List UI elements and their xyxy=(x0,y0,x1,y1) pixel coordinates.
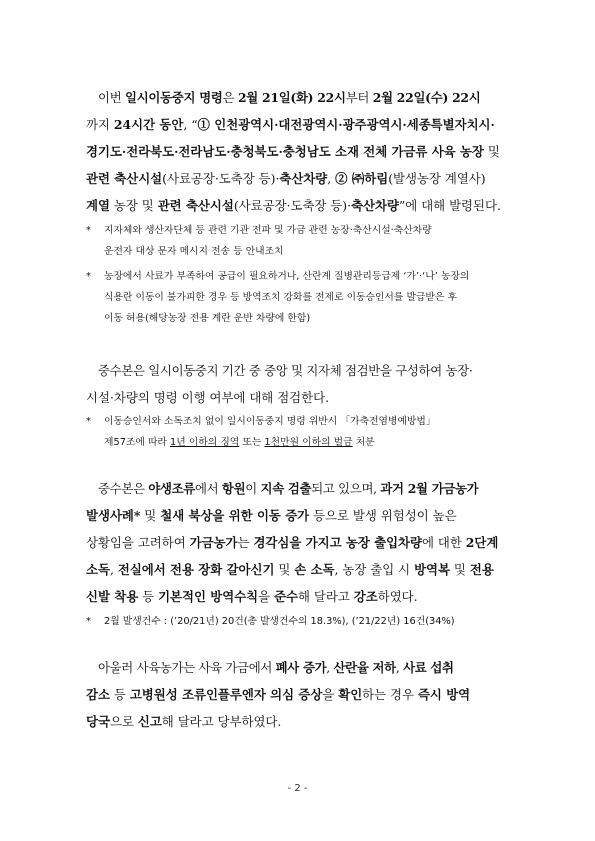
note-line: * 2월 발생건수 : (’20/21년) 20건(총 발생건수의 18.3%), (’21/22년) 16건(34%) xyxy=(86,616,455,627)
note-line: 운전자 대상 문자 메시지 전송 등 안내조치 xyxy=(104,246,284,257)
text-line: 경기도·전라북도·전라남도·충청북도·충청남도 소재 전체 가금류 사육 농장 및 xyxy=(86,144,500,159)
note-line: * 지자체와 생산자단체 등 관련 기관 전파 및 가금 관련 농장·축산시설·축산차량 xyxy=(86,225,432,236)
text-line: 시설·차량의 명령 이행 여부에 대해 점검한다. xyxy=(86,390,330,405)
note-line: 이동 허용(해당농장 전용 계란 운반 차량에 한함) xyxy=(104,313,311,324)
text-line: 중수본은 일시이동중지 기간 중 중앙 및 지자체 점검반을 구성하여 농장· xyxy=(98,363,473,378)
text-line: 까지 24시간 동안, “① 인천광역시·대전광역시·광주광역시·세종특별자치시· xyxy=(86,117,495,132)
text-line: 계열 농장 및 관련 축산시설(사료공장·도축장 등)·축산차량”에 대해 발령된다. xyxy=(86,198,501,213)
text-line: 감소 등 고병원성 조류인플루엔자 의심 증상을 확인하는 경우 즉시 방역 xyxy=(86,687,471,702)
note-line: * 이동승인서와 소독조치 없이 일시이동중지 명령 위반시 「가축전염병예방법」 xyxy=(86,416,436,427)
text-line: 상황임을 고려하여 가금농가는 경각심을 가지고 농장 출입차량에 대한 2단계 xyxy=(86,535,499,550)
text-line: 관련 축산시설(사료공장·도축장 등)·축산차량, ② ㈜하림(발생농장 계열사) xyxy=(86,171,486,186)
paragraph-inspection xyxy=(86,357,538,411)
text-line: 이번 일시이동중지 명령은 2월 21일(화) 22시부터 2월 22일(수) 22시 xyxy=(98,90,481,105)
note-penalty xyxy=(86,411,542,453)
text-line: 당국으로 신고해 달라고 당부하였다. xyxy=(86,714,282,729)
note-guidance xyxy=(86,220,542,329)
text-line: 소독, 전실에서 전용 장화 갈아신기 및 손 소독, 농장 출입 시 방역복 및 전용 xyxy=(86,562,494,577)
note-line: * 농장에서 사료가 부족하여 공급이 필요하거나, 산란계 질병관리등급제 ‘가’·‘나’ 농장의 xyxy=(86,271,470,282)
note-line: 식용란 이동이 불가피한 경우 등 방역조치 강화를 전제로 이동승인서를 발급받은 후 xyxy=(104,292,457,303)
note-february-cases xyxy=(86,611,542,632)
text-line: 발생사례* 및 철새 북상을 위한 이동 증가 등으로 발생 위험성이 높은 xyxy=(86,508,457,523)
paragraph-reporting xyxy=(86,654,538,735)
page-number: - 2 - xyxy=(287,783,308,794)
note-line: 제57조에 따라 1년 이하의 징역 또는 1천만원 이하의 벌금 처분 xyxy=(104,437,375,448)
text-line: 중수본은 야생조류에서 항원이 지속 검출되고 있으며, 과거 2월 가금농가 xyxy=(98,481,479,496)
text-line: 아울러 사육농가는 사육 가금에서 폐사 증가, 산란율 저하, 사료 섭취 xyxy=(98,660,454,675)
paragraph-movement-order xyxy=(86,84,538,219)
text-line: 신발 착용 등 기본적인 방역수칙을 준수해 달라고 강조하였다. xyxy=(86,589,418,604)
paragraph-biosecurity xyxy=(86,475,538,610)
